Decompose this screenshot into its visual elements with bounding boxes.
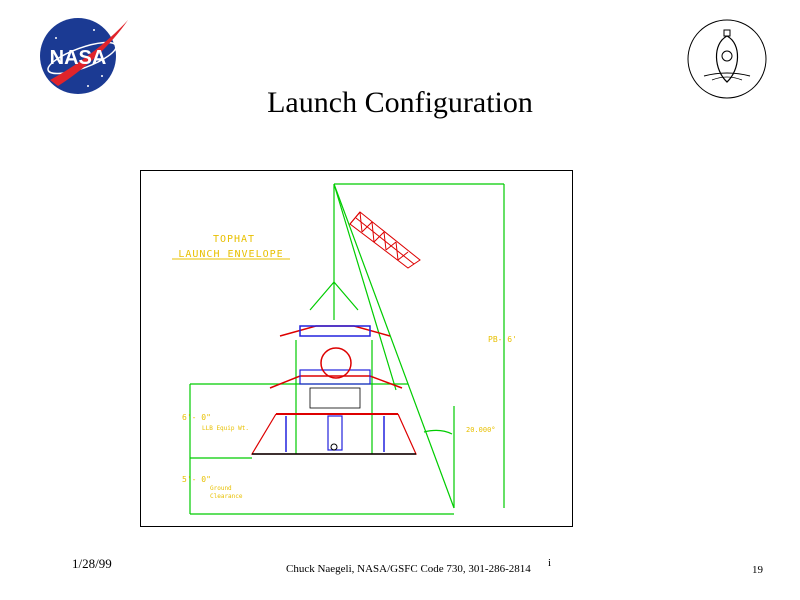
slide-title: Launch Configuration xyxy=(267,86,533,119)
angle-label: 20.000° xyxy=(466,426,496,434)
dimension-lower: 5'- 0" xyxy=(182,475,211,484)
label-line-1: TOPHAT xyxy=(212,234,256,245)
nasa-logo-text: NASA xyxy=(49,47,107,69)
dimension-lower-note-1: Ground xyxy=(210,485,232,492)
footer-credit: Chuck Naegeli, NASA/GSFC Code 730, 301-286-2814 xyxy=(286,563,531,575)
dimension-upper: 6'- 0" xyxy=(182,413,211,422)
launch-configuration-drawing xyxy=(140,170,574,528)
footer-date: 1/28/99 xyxy=(72,556,112,571)
height-dimension: PB- 6' xyxy=(488,335,517,344)
page-number: 19 xyxy=(752,564,763,576)
dimension-lower-note-2: Clearance xyxy=(210,493,243,500)
label-line-2: LAUNCH ENVELOPE xyxy=(178,249,284,260)
footer-mark: i xyxy=(548,557,552,569)
dimension-upper-note: LLB Equip Wt. xyxy=(202,425,249,432)
